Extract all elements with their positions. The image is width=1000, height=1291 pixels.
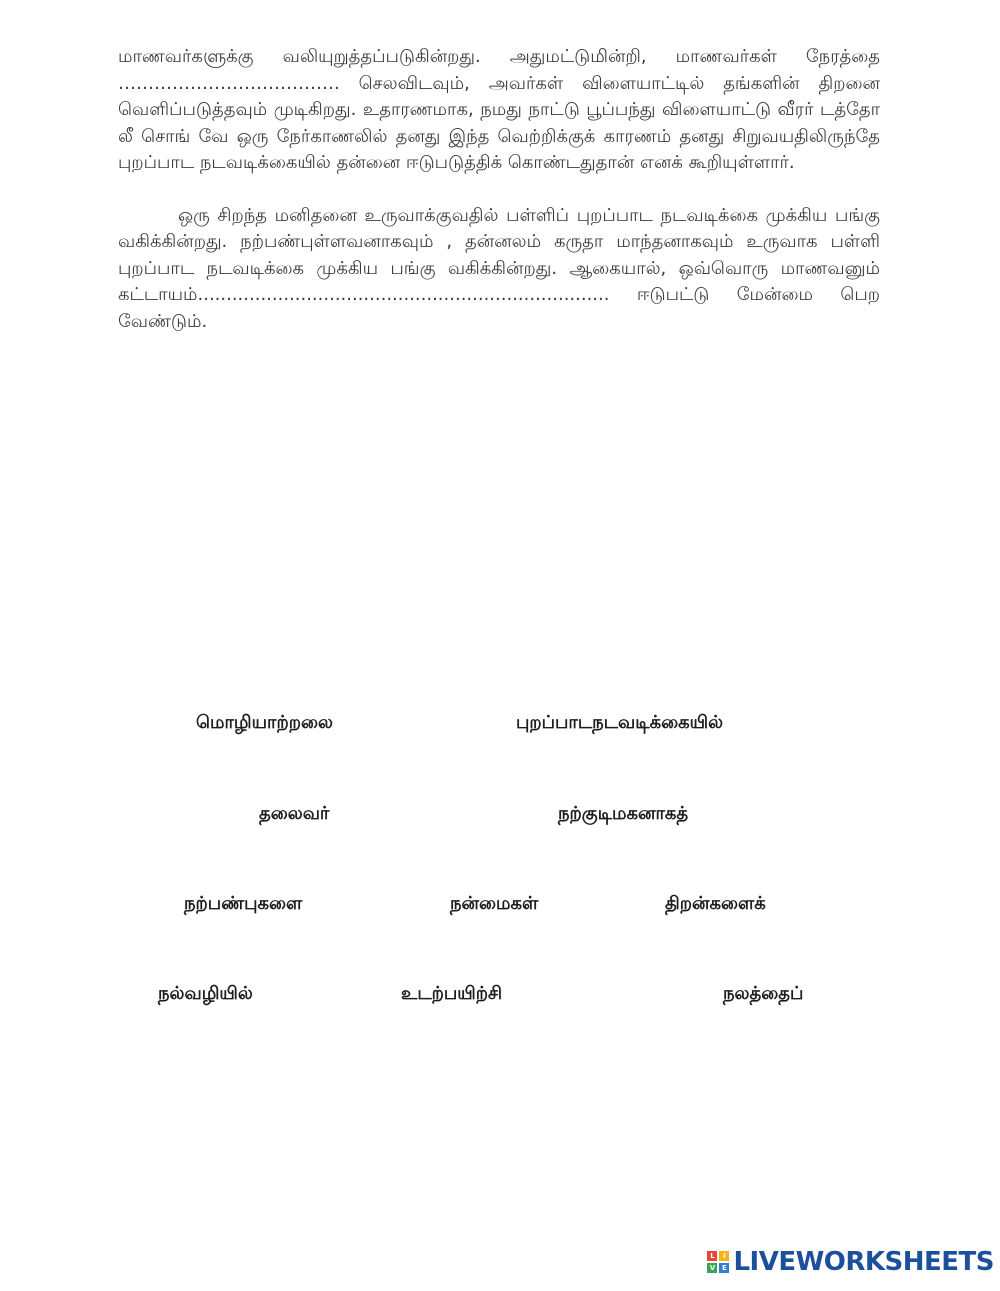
word-option[interactable]: மொழியாற்றலை — [196, 712, 333, 733]
word-option[interactable]: நலத்தைப் — [723, 983, 804, 1004]
passage — [118, 44, 880, 335]
logo-mark-tile: I — [719, 1251, 729, 1261]
logo-text: LIVEWORKSHEETS — [733, 1247, 994, 1277]
paragraph-2-text-start: ஒரு சிறந்த மனிதனை உருவாக்குவதில் பள்ளிப் புறப்பாட நடவடிக்கை முக்கிய பங்கு வகிக்கின்றது. நற்பண்புள்ளவனாகவும் , தன்னலம் கருதா மாந்தனாகவும் உருவாக பள்ளி புறப்பாட நடவடிக்கை முக்கிய பங்கு வகிக்கின்றது. ஆகையால், ஒவ்வொரு மாணவனும் கட்டாயம் — [118, 204, 880, 305]
logo-mark-icon — [707, 1251, 729, 1273]
paragraph-2 — [118, 203, 880, 336]
word-option[interactable]: புறப்பாடநடவடிக்கையில் — [516, 712, 724, 733]
word-option[interactable]: நன்மைகள் — [450, 893, 539, 914]
word-option[interactable]: நல்வழியில் — [158, 983, 253, 1004]
word-option[interactable]: நற்பண்புகளை — [184, 893, 303, 914]
word-option[interactable]: திறன்களைக் — [665, 893, 766, 914]
paragraph-1 — [118, 44, 880, 177]
word-option[interactable]: நற்குடிமகனாகத் — [558, 803, 689, 824]
paragraph-1-text-start: மாணவர்களுக்கு வலியுறுத்தப்படுகின்றது. அதுமட்டுமின்றி, மாணவர்கள் நேரத்தை — [118, 46, 880, 67]
word-option[interactable]: உடற்பயிற்சி — [401, 983, 503, 1004]
logo-mark-tile: V — [707, 1263, 717, 1273]
paragraph-1-text-end: செலவிடவும், அவர்கள் விளையாட்டில் தங்களின் திறனை வெளிப்படுத்தவும் முடிகிறது. உதாரணமாக, நமது நாட்டு பூப்பந்து விளையாட்டு வீரர் டத்தோ லீ சொங் வே ஒரு நேர்காணலில் தனது இந்த வெற்றிக்குக் காரணம் தனது சிறுவயதிலிருந்தே புறப்பாட நடவடிக்கையில் தன்னை ஈடுபடுத்திக் கொண்டதுதான் எனக் கூறியுள்ளார். — [118, 72, 880, 173]
logo-mark-tile: L — [707, 1251, 717, 1261]
liveworksheets-logo — [707, 1245, 994, 1279]
logo-mark-tile: E — [719, 1263, 729, 1273]
paragraph-2-text-end: ஈடுபட்டு மேன்மை பெற வேண்டும். — [118, 284, 880, 332]
word-option[interactable]: தலைவர் — [259, 803, 330, 824]
blank-1[interactable]: ………………………………. — [118, 72, 340, 94]
blank-2[interactable]: ........................................................................ — [197, 284, 610, 305]
